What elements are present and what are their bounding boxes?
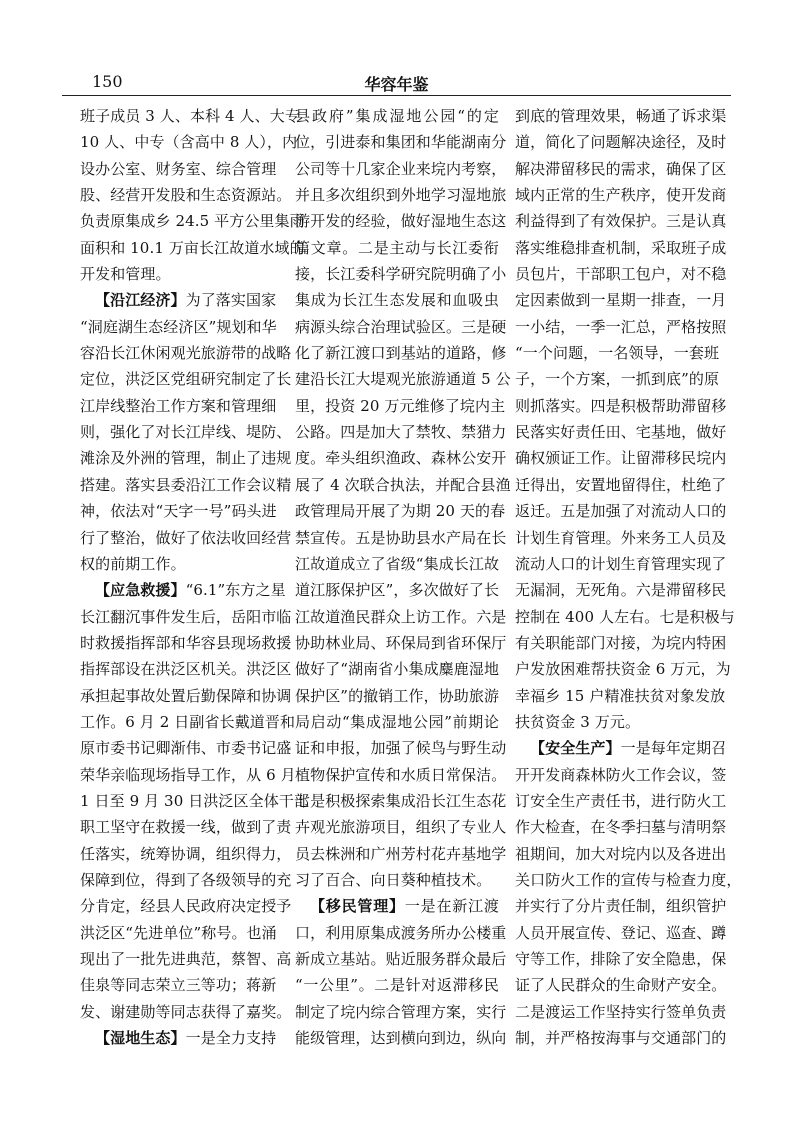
line-text: 现出了一批先进典范，蔡智、高 [80, 950, 292, 968]
text-line [295, 419, 507, 445]
text-line [295, 709, 499, 735]
section-heading: 【安全生产】 [530, 739, 621, 758]
text-line [80, 498, 276, 524]
line-text: 职工坚守在救援一线，做到了责 [80, 818, 292, 837]
line-text: 保障到位，得到了各级领导的充 [80, 870, 292, 889]
line-text: 容沿长江休闲观光旅游带的战略 [80, 344, 292, 363]
line-text: 新成立基站。贴近服务群众最后 [295, 950, 507, 968]
line-text: 建沿长江大堤观光旅游通道 5 公 [295, 370, 511, 389]
text-line [295, 972, 499, 998]
line-text: 做好了“湖南省小集成麋鹿湿地 [295, 660, 500, 679]
line-text: 县政府”集成湿地公园“的定 [295, 107, 499, 125]
text-line [295, 261, 507, 287]
text-line [80, 419, 292, 445]
line-text: 一是在新江渡 [404, 897, 499, 916]
text-line [80, 999, 292, 1025]
text-line [295, 683, 499, 709]
line-text: 任落实，统筹协调，组织得力， [80, 844, 292, 863]
text-line [80, 208, 305, 234]
book-title: 华容年鉴 [364, 75, 429, 94]
line-text: 员去株洲和广州芳村花卉基地学 [295, 844, 507, 863]
text-line [515, 498, 727, 524]
line-text: 证和申报，加强了候鸟与野生动 [295, 739, 507, 758]
line-text: 到底的管理效果，畅通了诉求渠 [515, 107, 727, 125]
text-line [515, 445, 727, 471]
section-heading-line [80, 1025, 276, 1051]
line-text: 则抓落实。四是积极帮助滞留移 [515, 396, 727, 415]
text-line [295, 577, 499, 603]
line-text: “一公里”。二是针对返滞移民 [295, 976, 499, 995]
line-text: 道江豚保护区”，多次做好了长 [295, 581, 500, 600]
text-line [515, 841, 727, 867]
line-text: 病源头综合治理试验区。三是硬 [295, 317, 507, 336]
line-text: 祖期间，加大对垸内以及各进出 [515, 844, 727, 863]
line-text: 位，引进泰和集团和华能湖南分 [295, 133, 507, 152]
text-line [295, 630, 507, 656]
line-text: 订安全生产责任书，进行防火工 [515, 791, 727, 810]
text-line [295, 129, 507, 155]
text-line [295, 841, 507, 867]
section-heading-line [515, 735, 727, 761]
line-text: 确权颁证工作。让留滞移民垸内 [515, 449, 727, 468]
text-line [515, 788, 727, 814]
text-line [80, 261, 276, 287]
text-line [80, 735, 292, 761]
text-line [80, 182, 292, 208]
text-line [515, 577, 727, 603]
text-line [80, 893, 292, 919]
line-text: 流动人口的计划生育管理实现了 [515, 554, 727, 573]
line-text: 荣华亲临现场指导工作，从 6 月 [80, 765, 296, 784]
text-line [515, 972, 727, 998]
line-text: 一小结，一季一汇总，严格按照 [515, 317, 727, 336]
line-text: 民落实好责任田、宅基地，做好 [515, 423, 727, 442]
text-line [80, 788, 310, 814]
line-text: 负责原集成乡 24.5 平方公里集雨 [80, 212, 305, 231]
text-line [295, 498, 506, 524]
line-text: 制定了垸内综合管理方案，实行 [295, 1002, 507, 1021]
text-line [295, 656, 499, 682]
line-text: 能级管理，达到横向到边，纵向 [295, 1029, 507, 1048]
line-text: 佳泉等同志荣立三等功；蒋新 [80, 976, 277, 995]
text-line [515, 366, 720, 392]
line-text: 关口防火工作的宣传与检查力度， [515, 870, 742, 889]
line-text: 二是渡运工作坚持实行签单负责 [515, 1002, 727, 1021]
line-text: 计划生育管理。外来务工人员及 [515, 528, 727, 547]
text-line [80, 972, 276, 998]
line-text: 定位，洪泛区党组研究制定了长 [80, 370, 292, 389]
line-text: 作大检查，在冬季扫墓与清明祭 [515, 818, 727, 837]
text-line [295, 604, 507, 630]
text-line [295, 946, 507, 972]
line-text: 员包片，干部职工包户，对不稳 [515, 265, 727, 284]
line-text: 公司等十几家企业来垸内考察， [295, 159, 507, 178]
text-line [515, 709, 713, 735]
text-line [515, 235, 727, 261]
text-line [80, 630, 292, 656]
page-number: 150 [92, 72, 123, 91]
text-line [80, 472, 292, 498]
line-text: 控制在 400 人左右。七是积极与 [515, 607, 735, 626]
text-line [295, 814, 507, 840]
line-text: 展了 4 次联合执法，并配合县渔 [295, 475, 511, 494]
text-line [295, 182, 507, 208]
text-line [295, 1025, 507, 1051]
line-text: 迁得出，安置地留得住，杜绝了 [515, 475, 727, 494]
text-line [80, 867, 292, 893]
text-line [295, 472, 511, 498]
text-line [80, 814, 292, 840]
text-line [80, 683, 292, 709]
text-line [295, 340, 507, 366]
text-line [515, 604, 735, 630]
line-text: 行了整治，做好了依法收回经营 [80, 528, 292, 547]
text-line [295, 287, 499, 313]
line-text: 1 日至 9 月 30 日洪泛区全体干部 [80, 791, 310, 810]
text-line [295, 525, 507, 551]
line-text: “一个问题，一名领导，一套班 [515, 344, 720, 363]
text-line [515, 314, 727, 340]
line-text: 发、谢建勋等同志获得了嘉奖。 [80, 1002, 292, 1021]
line-text: 篇文章。二是主动与长江委衔 [295, 238, 499, 257]
text-column-2 [295, 103, 511, 1051]
line-text: 设办公室、财务室、综合管理 [80, 159, 277, 178]
text-line [80, 762, 296, 788]
line-text: 搭建。落实县委沿江工作会议精 [80, 475, 292, 494]
line-text: 口，利用原集成渡务所办公楼重 [295, 923, 507, 942]
line-text: 时救援指挥部和华容县现场救援 [80, 633, 292, 652]
line-text: 解决滞留移民的需求，确保了区 [515, 159, 727, 178]
line-text: 证了人民群众的生命财产安全。 [515, 976, 727, 995]
text-line [80, 393, 276, 419]
line-text: 并实行了分片责任制，组织管护 [515, 897, 727, 916]
section-heading: 【应急救援】 [95, 581, 186, 600]
line-text: 局启动“集成湿地公园”前期论 [295, 712, 499, 731]
section-heading-line [80, 287, 276, 313]
line-text: 里，投资 20 万元维修了垸内主 [295, 396, 506, 415]
text-line [80, 551, 276, 577]
line-text: 道，简化了问题解决途径，及时 [515, 133, 727, 152]
line-text: 开发和管理。 [80, 265, 171, 284]
section-heading: 【移民管理】 [310, 897, 405, 916]
line-text: 并且多次组织到外地学习湿地旅 [295, 186, 507, 205]
text-line [80, 841, 292, 867]
line-text: 返迁。五是加强了对流动人口的 [515, 502, 727, 521]
text-line [515, 393, 727, 419]
line-text: 分肯定，经县人民政府决定授予 [80, 897, 292, 916]
line-text: 协助林业局、环保局到省环保厅 [295, 633, 507, 652]
text-line [295, 156, 507, 182]
line-text: 江故道成立了省级“集成长江故 [295, 554, 500, 573]
line-text: 植物保护宣传和水质日常保洁。 [295, 765, 507, 784]
line-text: 股、经营开发股和生态资源站。 [80, 186, 292, 205]
text-line [515, 103, 727, 129]
line-text: 政管理局开展了为期 20 天的春 [295, 502, 506, 521]
line-text: 指挥部设在洪泛区机关。洪泛区 [80, 660, 292, 679]
text-line [295, 314, 507, 340]
text-line [80, 340, 292, 366]
line-text: 人员开展宣传、登记、巡查、蹲 [515, 923, 727, 942]
text-line [295, 735, 507, 761]
line-text: 定因素做到一星期一排查，一月 [515, 291, 727, 310]
line-text: 一是全力支持 [185, 1029, 277, 1048]
text-line [80, 604, 292, 630]
text-line [515, 551, 727, 577]
text-line [80, 525, 292, 551]
text-line [80, 235, 305, 261]
text-line [515, 156, 727, 182]
text-line [515, 814, 727, 840]
text-line [80, 314, 276, 340]
line-text: 卉观光旅游项目，组织了专业人 [295, 818, 507, 837]
text-column-1 [80, 103, 310, 1051]
line-text: 洪泛区“先进单位”称号。也涌 [80, 923, 277, 942]
text-line [295, 762, 507, 788]
text-line [295, 366, 511, 392]
text-line [515, 893, 727, 919]
line-text: 一是每年定期召 [620, 739, 727, 758]
line-text: 七是积极探索集成沿长江生态花 [295, 791, 507, 810]
text-line [295, 235, 499, 261]
line-text: 江故道渔民群众上访工作。六是 [295, 607, 507, 626]
line-text: 有关职能部门对接，为垸内特困 [515, 633, 727, 652]
text-line [515, 287, 727, 313]
header-rule [62, 95, 731, 96]
text-line [80, 156, 276, 182]
line-text: 面积和 10.1 万亩长江故道水域的 [80, 238, 305, 257]
line-text: 制，并严格按海事与交通部门的 [515, 1029, 727, 1048]
text-line [295, 999, 507, 1025]
line-text: 习了百合、向日葵种植技术。 [295, 870, 492, 889]
text-line [80, 129, 298, 155]
line-text: 子，一个方案，一抓到底”的原 [515, 370, 720, 389]
line-text: 化了新江渡口到基站的道路，修 [295, 344, 507, 363]
text-line [295, 867, 499, 893]
text-line [295, 788, 507, 814]
line-text: 班子成员 3 人、本科 4 人、大专 [80, 107, 300, 125]
line-text: 无漏洞，无死角。六是滞留移民 [515, 581, 727, 600]
text-line [515, 340, 720, 366]
text-line [295, 103, 499, 129]
text-line [515, 867, 742, 893]
text-line [295, 551, 499, 577]
text-line [515, 683, 726, 709]
text-line [295, 208, 507, 234]
section-heading-line [295, 893, 499, 919]
line-text: 权的前期工作。 [80, 554, 186, 573]
line-text: 户发放困难帮扶资金 6 万元，为 [515, 660, 731, 679]
text-line [295, 393, 506, 419]
line-text: 幸福乡 15 户精准扶贫对象发放 [515, 686, 726, 705]
section-heading: 【湿地生态】 [95, 1029, 186, 1048]
text-line [515, 419, 727, 445]
line-text: 接，长江委科学研究院明确了小 [295, 265, 507, 284]
text-line [80, 656, 292, 682]
text-line [515, 261, 727, 287]
text-line [515, 525, 727, 551]
text-line [515, 129, 727, 155]
line-text: “6.1”东方之星 [185, 581, 286, 600]
line-text: 则，强化了对长江岸线、堤防、 [80, 423, 292, 442]
line-text: 江岸线整治工作方案和管理细 [80, 396, 277, 415]
text-line [515, 472, 727, 498]
line-text: 公路。四是加大了禁牧、禁猎力 [295, 423, 507, 442]
text-line [80, 920, 276, 946]
text-line [295, 445, 507, 471]
line-text: “洞庭湖生态经济区”规划和华 [80, 317, 277, 336]
line-text: 开开发商森林防火工作会议，签 [515, 765, 727, 784]
text-line [515, 182, 727, 208]
line-text: 神，依法对“天字一号”码头进 [80, 502, 277, 521]
line-text: 滩涂及外洲的管理，制止了违规 [80, 449, 292, 468]
line-text: 域内正常的生产秩序，使开发商 [515, 186, 727, 205]
text-line [515, 999, 727, 1025]
line-text: 落实维稳排查机制，采取班子成 [515, 238, 727, 257]
line-text: 游开发的经验，做好湿地生态这 [295, 212, 507, 231]
text-line [295, 920, 507, 946]
text-line [515, 1025, 727, 1051]
line-text: 守等工作，排除了安全隐患，保 [515, 950, 727, 968]
text-line [515, 656, 731, 682]
section-heading: 【沿江经济】 [95, 291, 186, 310]
text-line [80, 709, 296, 735]
line-text: 原市委书记卿渐伟、市委书记盛 [80, 739, 292, 758]
line-text: 工作。6 月 2 日副省长戴道晋和 [80, 712, 296, 731]
text-column-3 [515, 103, 742, 1051]
text-line [80, 366, 292, 392]
line-text: 为了落实国家 [185, 291, 277, 310]
section-heading-line [80, 577, 286, 603]
line-text: 利益得到了有效保护。三是认真 [515, 212, 727, 231]
text-line [80, 103, 300, 129]
line-text: 禁宣传。五是协助县水产局在长 [295, 528, 507, 547]
line-text: 10 人、中专（含高中 8 人），内 [80, 133, 298, 152]
page-header [62, 70, 731, 94]
line-text: 集成为长江生态发展和血吸虫 [295, 291, 499, 310]
line-text: 保护区”的撤销工作，协助旅游 [295, 686, 500, 705]
text-line [80, 946, 292, 972]
text-line [80, 445, 292, 471]
line-text: 度。牵头组织渔政、森林公安开 [295, 449, 507, 468]
line-text: 扶贫资金 3 万元。 [515, 712, 641, 731]
text-line [515, 208, 727, 234]
text-line [515, 920, 727, 946]
text-line [515, 630, 727, 656]
text-line [515, 946, 727, 972]
text-line [515, 762, 727, 788]
line-text: 承担起事故处置后勤保障和协调 [80, 686, 292, 705]
line-text: 长江翻沉事件发生后，岳阳市临 [80, 607, 292, 626]
